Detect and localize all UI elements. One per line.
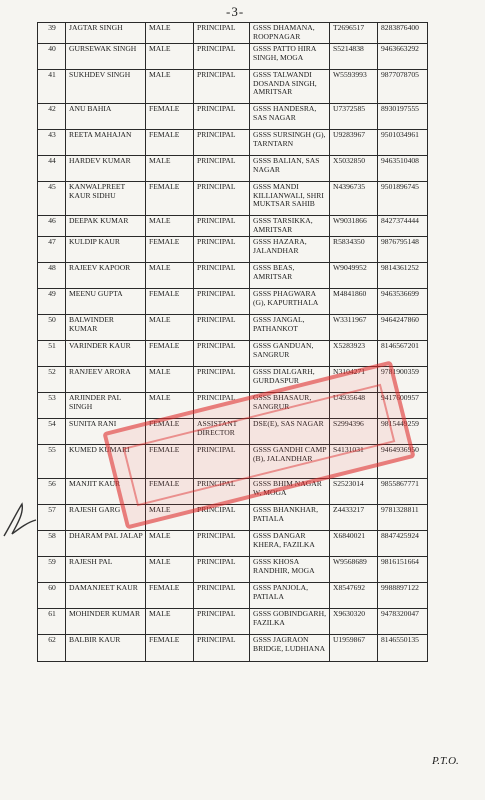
cell-name: RANJEEV ARORA [66,367,146,393]
cell-code: S2523014 [330,479,378,505]
cell-name: MEENU GUPTA [66,289,146,315]
cell-designation: PRINCIPAL [194,341,250,367]
cell-name: HARDEV KUMAR [66,156,146,182]
cell-gender: FEMALE [146,104,194,130]
cell-code: X5283923 [330,341,378,367]
cell-code: U1959867 [330,635,378,662]
table-row [38,479,428,505]
cell-code: U9283967 [330,130,378,156]
cell-name: REETA MAHAJAN [66,130,146,156]
cell-designation: PRINCIPAL [194,315,250,341]
cell-code: X8547692 [330,583,378,609]
cell-name: SUKHDEV SINGH [66,70,146,104]
cell-phone: 9464247860 [378,315,428,341]
cell-gender: FEMALE [146,289,194,315]
cell-designation: PRINCIPAL [194,445,250,479]
cell-school: GSSS BALIAN, SAS NAGAR [250,156,330,182]
table-row [38,583,428,609]
table-row [38,557,428,583]
cell-name: KANWALPREET KAUR SIDHU [66,182,146,216]
cell-serial: 43 [38,130,66,156]
cell-school: GSSS PHAGWARA (G), KAPURTHALA [250,289,330,315]
cell-code: X9630320 [330,609,378,635]
cell-school: GSSS HAZARA, JALANDHAR [250,237,330,263]
cell-gender: FEMALE [146,130,194,156]
cell-designation: PRINCIPAL [194,479,250,505]
table-row [38,130,428,156]
cell-designation: PRINCIPAL [194,237,250,263]
cell-phone: 9781328811 [378,505,428,531]
cell-name: GURSEWAK SINGH [66,44,146,70]
cell-name: BALWINDER KUMAR [66,315,146,341]
cell-designation: PRINCIPAL [194,531,250,557]
cell-name: RAJEEV KAPOOR [66,263,146,289]
cell-phone: 9463510408 [378,156,428,182]
cell-gender: FEMALE [146,479,194,505]
cell-name: DHARAM PAL JALAP [66,531,146,557]
cell-serial: 60 [38,583,66,609]
cell-phone: 9463536699 [378,289,428,315]
cell-school: GSSS BHANKHAR, PATIALA [250,505,330,531]
cell-code: X5032850 [330,156,378,182]
pto-note: P.T.O. [432,755,459,767]
cell-designation: PRINCIPAL [194,156,250,182]
cell-serial: 56 [38,479,66,505]
table-row [38,367,428,393]
cell-gender: FEMALE [146,419,194,445]
cell-designation: PRINCIPAL [194,609,250,635]
cell-phone: 9815449259 [378,419,428,445]
cell-designation: PRINCIPAL [194,505,250,531]
cell-designation: ASSISTANT DIRECTOR [194,419,250,445]
cell-phone: 8146567201 [378,341,428,367]
table-row [38,393,428,419]
cell-school: GSSS DHAMANA, ROOPNAGAR [250,23,330,44]
cell-phone: 8930197555 [378,104,428,130]
cell-designation: PRINCIPAL [194,367,250,393]
cell-gender: MALE [146,557,194,583]
cell-code: S2994396 [330,419,378,445]
cell-name: ARJINDER PAL SINGH [66,393,146,419]
cell-school: GSSS DIALGARH, GURDASPUR [250,367,330,393]
cell-school: GSSS BEAS, AMRITSAR [250,263,330,289]
cell-school: GSSS SURSINGH (G), TARNTARN [250,130,330,156]
cell-school: GSSS PANJOLA, PATIALA [250,583,330,609]
cell-phone: 9855867771 [378,479,428,505]
cell-gender: MALE [146,531,194,557]
cell-name: MOHINDER KUMAR [66,609,146,635]
cell-serial: 39 [38,23,66,44]
cell-school: GSSS JAGRAON BRIDGE, LUDHIANA [250,635,330,662]
cell-school: GSSS KHOSA RANDHIR, MOGA [250,557,330,583]
table-row [38,216,428,237]
cell-serial: 55 [38,445,66,479]
cell-school: GSSS BHIM NAGAR W, MOGA [250,479,330,505]
cell-serial: 41 [38,70,66,104]
table-row [38,315,428,341]
table-row [38,263,428,289]
cell-phone: 9464936950 [378,445,428,479]
cell-code: N3104271 [330,367,378,393]
table-row [38,445,428,479]
cell-gender: MALE [146,609,194,635]
staff-table [37,22,428,662]
cell-name: VARINDER KAUR [66,341,146,367]
table-row [38,505,428,531]
cell-code: W3311967 [330,315,378,341]
cell-designation: PRINCIPAL [194,393,250,419]
cell-designation: PRINCIPAL [194,23,250,44]
table-row [38,237,428,263]
table-row [38,289,428,315]
cell-name: JAGTAR SINGH [66,23,146,44]
cell-name: DAMANJEET KAUR [66,583,146,609]
cell-name: KULDIP KAUR [66,237,146,263]
cell-name: BALBIR KAUR [66,635,146,662]
cell-name: KUMED KUMARI [66,445,146,479]
cell-designation: PRINCIPAL [194,104,250,130]
cell-designation: PRINCIPAL [194,557,250,583]
cell-designation: PRINCIPAL [194,289,250,315]
cell-code: U7372585 [330,104,378,130]
cell-phone: 9877078705 [378,70,428,104]
cell-code: U4935648 [330,393,378,419]
table-row [38,23,428,44]
table-row [38,419,428,445]
cell-serial: 47 [38,237,66,263]
cell-code: W9031866 [330,216,378,237]
cell-name: ANU BAHIA [66,104,146,130]
cell-phone: 8427374444 [378,216,428,237]
signature-mark [0,496,40,546]
cell-serial: 54 [38,419,66,445]
table-row [38,182,428,216]
cell-name: MANJIT KAUR [66,479,146,505]
cell-name: DEEPAK KUMAR [66,216,146,237]
cell-serial: 59 [38,557,66,583]
table-row [38,341,428,367]
cell-code: X6840021 [330,531,378,557]
cell-phone: 9501034961 [378,130,428,156]
cell-designation: PRINCIPAL [194,635,250,662]
cell-phone: 8146550135 [378,635,428,662]
cell-gender: MALE [146,367,194,393]
cell-code: Z4433217 [330,505,378,531]
table-row [38,156,428,182]
cell-designation: PRINCIPAL [194,70,250,104]
cell-gender: MALE [146,156,194,182]
table-row [38,70,428,104]
cell-gender: FEMALE [146,341,194,367]
cell-school: GSSS DANGAR KHERA, FAZILKA [250,531,330,557]
cell-phone: 9876795148 [378,237,428,263]
cell-code: W9568689 [330,557,378,583]
cell-serial: 42 [38,104,66,130]
cell-phone: 9478320047 [378,609,428,635]
cell-code: W5593993 [330,70,378,104]
cell-designation: PRINCIPAL [194,216,250,237]
cell-phone: 9814361252 [378,263,428,289]
cell-serial: 51 [38,341,66,367]
cell-name: RAJESH PAL [66,557,146,583]
cell-school: GSSS GOBINDGARH, FAZILKA [250,609,330,635]
cell-school: GSSS PATTO HIRA SINGH, MOGA [250,44,330,70]
cell-gender: MALE [146,70,194,104]
cell-gender: FEMALE [146,445,194,479]
cell-serial: 62 [38,635,66,662]
cell-school: GSSS GANDUAN, SANGRUR [250,341,330,367]
table-row [38,635,428,662]
cell-phone: 9988897122 [378,583,428,609]
cell-phone: 8283876400 [378,23,428,44]
cell-gender: MALE [146,393,194,419]
cell-serial: 52 [38,367,66,393]
cell-gender: FEMALE [146,182,194,216]
cell-phone: 9463663292 [378,44,428,70]
cell-school: GSSS TALWANDI DOSANDA SINGH, AMRITSAR [250,70,330,104]
cell-serial: 50 [38,315,66,341]
cell-school: GSSS GANDHI CAMP (B), JALANDHAR [250,445,330,479]
cell-phone: 9816151664 [378,557,428,583]
table-row [38,609,428,635]
cell-serial: 53 [38,393,66,419]
cell-school: GSSS HANDESRA, SAS NAGAR [250,104,330,130]
cell-code: R5834350 [330,237,378,263]
cell-code: N4396735 [330,182,378,216]
cell-serial: 44 [38,156,66,182]
cell-gender: MALE [146,505,194,531]
cell-serial: 49 [38,289,66,315]
cell-code: M4841860 [330,289,378,315]
cell-gender: FEMALE [146,635,194,662]
page-number: -3- [226,4,245,19]
cell-name: SUNITA RANI [66,419,146,445]
cell-serial: 58 [38,531,66,557]
cell-phone: 9417600957 [378,393,428,419]
cell-code: T2696517 [330,23,378,44]
cell-phone: 9781900359 [378,367,428,393]
cell-serial: 61 [38,609,66,635]
cell-serial: 57 [38,505,66,531]
cell-gender: MALE [146,263,194,289]
table-row [38,44,428,70]
cell-serial: 48 [38,263,66,289]
cell-code: W9049952 [330,263,378,289]
cell-designation: PRINCIPAL [194,44,250,70]
table-row [38,531,428,557]
cell-designation: PRINCIPAL [194,263,250,289]
cell-gender: MALE [146,216,194,237]
cell-gender: MALE [146,23,194,44]
cell-phone: 8847425924 [378,531,428,557]
cell-serial: 40 [38,44,66,70]
cell-school: GSSS BHASAUR, SANGRUR [250,393,330,419]
cell-name: RAJESH GARG [66,505,146,531]
cell-code: S4131031 [330,445,378,479]
cell-code: S5214838 [330,44,378,70]
cell-designation: PRINCIPAL [194,182,250,216]
table-row [38,104,428,130]
cell-gender: FEMALE [146,237,194,263]
cell-gender: FEMALE [146,583,194,609]
cell-designation: PRINCIPAL [194,583,250,609]
cell-school: GSSS MANDI KILLIANWALI, SHRI MUKTSAR SAHIB [250,182,330,216]
cell-school: DSE(E), SAS NAGAR [250,419,330,445]
cell-designation: PRINCIPAL [194,130,250,156]
cell-gender: MALE [146,315,194,341]
cell-school: GSSS JANGAL, PATHANKOT [250,315,330,341]
cell-serial: 46 [38,216,66,237]
cell-gender: MALE [146,44,194,70]
cell-serial: 45 [38,182,66,216]
cell-school: GSSS TARSIKKA, AMRITSAR [250,216,330,237]
cell-phone: 9501896745 [378,182,428,216]
